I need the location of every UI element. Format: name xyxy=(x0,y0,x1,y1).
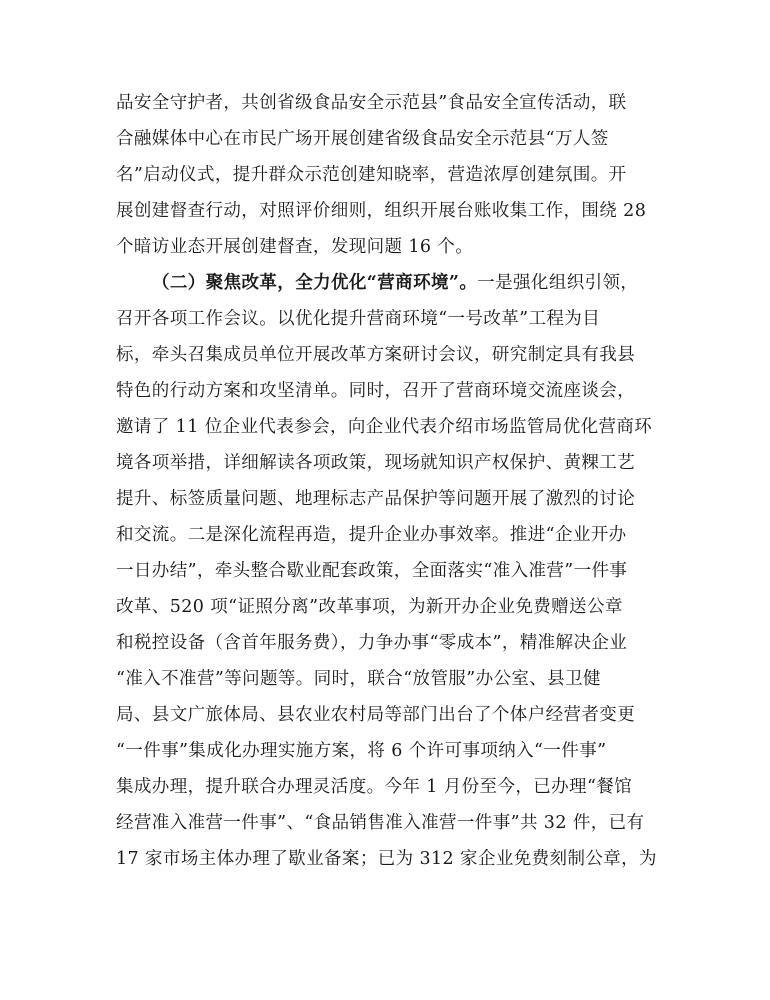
section-heading-continuation: 一是强化组织引领， xyxy=(477,273,639,293)
text-line: 特色的行动方案和攻坚清单。同时，召开了营商环境交流座谈会， xyxy=(116,381,636,401)
text-line: 个暗访业态开展创建督查，发现问题 16 个。 xyxy=(116,237,474,257)
text-line: 合融媒体中心在市民广场开展创建省级食品安全示范县“万人签 xyxy=(116,129,609,149)
text-line: 和交流。二是深化流程再造，提升企业办事效率。推进“企业开办 xyxy=(116,525,627,545)
text-line: 一日办结”，牵头整合歇业配套政策，全面落实“准入准营”一件事 xyxy=(116,561,628,581)
text-line: 17 家市场主体办理了歇业备案；已为 312 家企业免费刻制公章，为 xyxy=(116,849,657,869)
section-heading-line xyxy=(152,271,638,295)
text-line: 标，牵头召集成员单位开展改革方案研讨会议，研究制定具有我县 xyxy=(116,345,636,365)
text-line: 改革、520 项“证照分离”改革事项，为新开办企业免费赠送公章 xyxy=(116,597,623,617)
text-line: 展创建督查行动，对照评价细则，组织开展台账收集工作，围绕 28 xyxy=(116,201,647,221)
text-line: 提升、标签质量问题、地理标志产品保护等问题开展了激烈的讨论 xyxy=(116,489,636,509)
text-line: 境各项举措，详细解读各项政策，现场就知识产权保护、黄粿工艺 xyxy=(116,453,636,473)
text-line: 局、县文广旅体局、县农业农村局等部门出台了个体户经营者变更 xyxy=(116,705,636,725)
text-line: “一件事”集成化办理实施方案，将 6 个许可事项纳入“一件事” xyxy=(116,741,607,761)
text-line: 邀请了 11 位企业代表参会，向企业代表介绍市场监管局优化营商环 xyxy=(116,417,653,437)
text-line: 经营准入准营一件事”、“食品销售准入准营一件事”共 32 件，已有 xyxy=(116,813,645,833)
text-line: 召开各项工作会议。以优化提升营商环境“一号改革”工程为目 xyxy=(116,309,601,329)
text-line: 集成办理，提升联合办理灵活度。今年 1 月份至今，已办理“餐馆 xyxy=(116,777,633,797)
text-line: “准入不准营”等问题等。同时，联合“放管服”办公室、县卫健 xyxy=(116,669,601,689)
section-heading: （二）聚焦改革，全力优化“营商环境”。 xyxy=(152,273,478,293)
text-line: 和税控设备（含首年服务费），力争办事“零成本”，精准解决企业 xyxy=(116,633,628,653)
text-line: 名”启动仪式，提升群众示范创建知晓率，营造浓厚创建氛围。开 xyxy=(116,165,627,185)
text-line: 品安全守护者，共创省级食品安全示范县”食品安全宣传活动，联 xyxy=(116,93,627,113)
